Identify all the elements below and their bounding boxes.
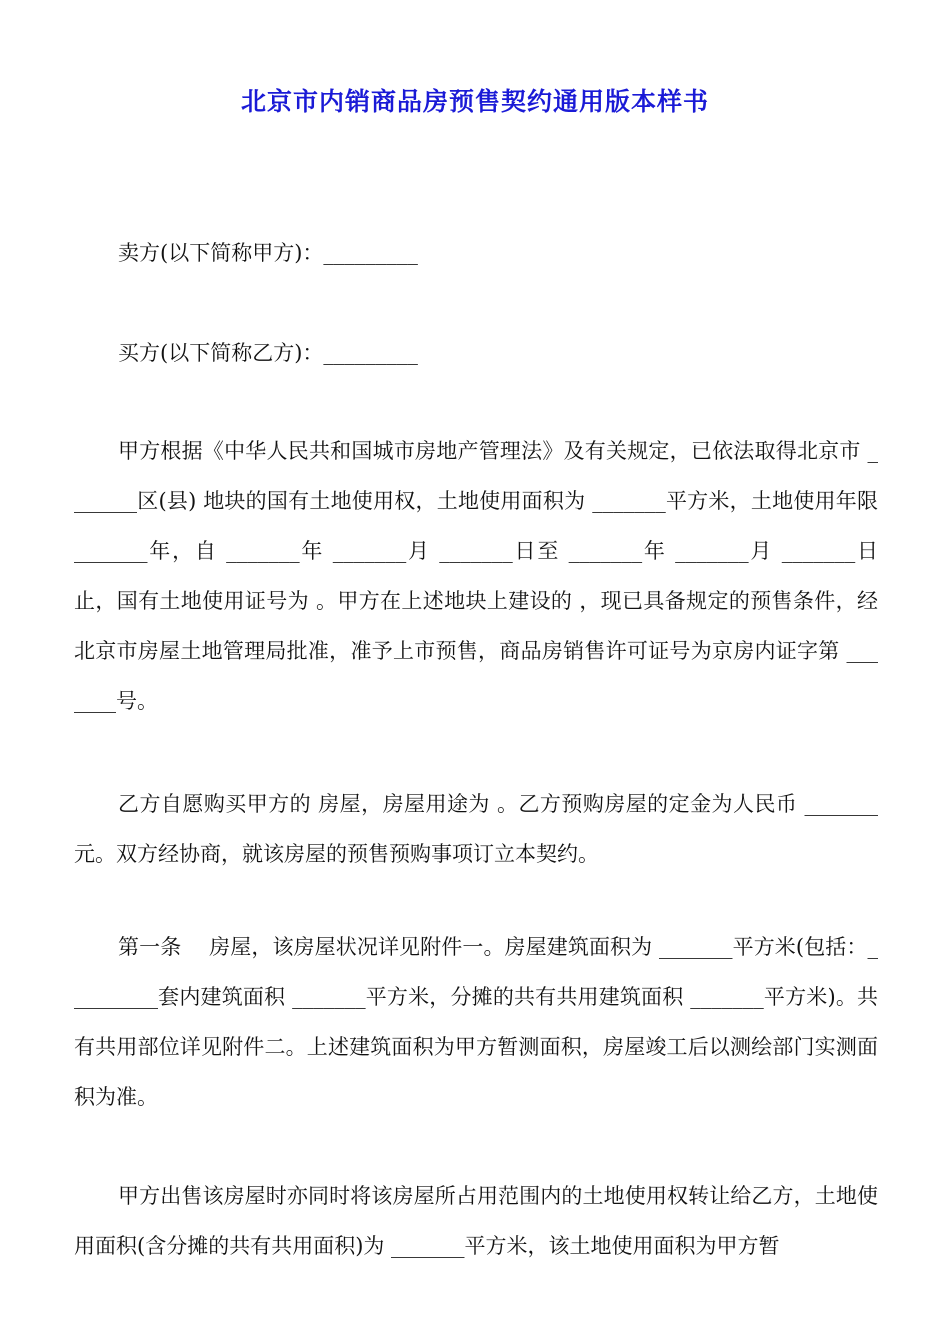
land-use-paragraph: 甲方出售该房屋时亦同时将该房屋所占用范围内的土地使用权转让给乙方，土地使用面积(含分摊的共有共用面积)为 _______平方米，该土地使用面积为甲方暂 [74,1184,878,1258]
document-title: 北京市内销商品房预售契约通用版本样书 [240,87,709,116]
article-one-paragraph: 第一条 房屋，该房屋状况详见附件一。房屋建筑面积为 _______平方米(包括：_________套内建筑面积 _______平方米，分摊的共有共用建筑面积 _______平方米)。共有共用部位详见附件二。上述建筑面积为甲方暂测面积，房屋竣工后以测绘部门实测面积为准。 [74,935,878,1109]
seller-line: 卖方(以下简称甲方)：_________ [118,241,418,265]
buyer-line: 买方(以下简称乙方)：_________ [118,341,418,365]
purchase-intent-paragraph: 乙方自愿购买甲方的 房屋，房屋用途为 。乙方预购房屋的定金为人民币 _______元。双方经协商，就该房屋的预售预购事项订立本契约。 [74,792,878,866]
legal-basis-paragraph: 甲方根据《中华人民共和国城市房地产管理法》及有关规定，已依法取得北京市 _______区(县) 地块的国有土地使用权，土地使用面积为 _______平方米，土地使用年限 _______年，自 _______年 _______月 _______日至 _______年 _______月 _______日止，国有土地使用证号为 。甲方在上述地块上建设的 ，现已具备规定的预售条件，经北京市房屋土地管理局批准，准予上市预售，商品房销售许可证号为京房内证字第 _______号。 [74,439,878,713]
